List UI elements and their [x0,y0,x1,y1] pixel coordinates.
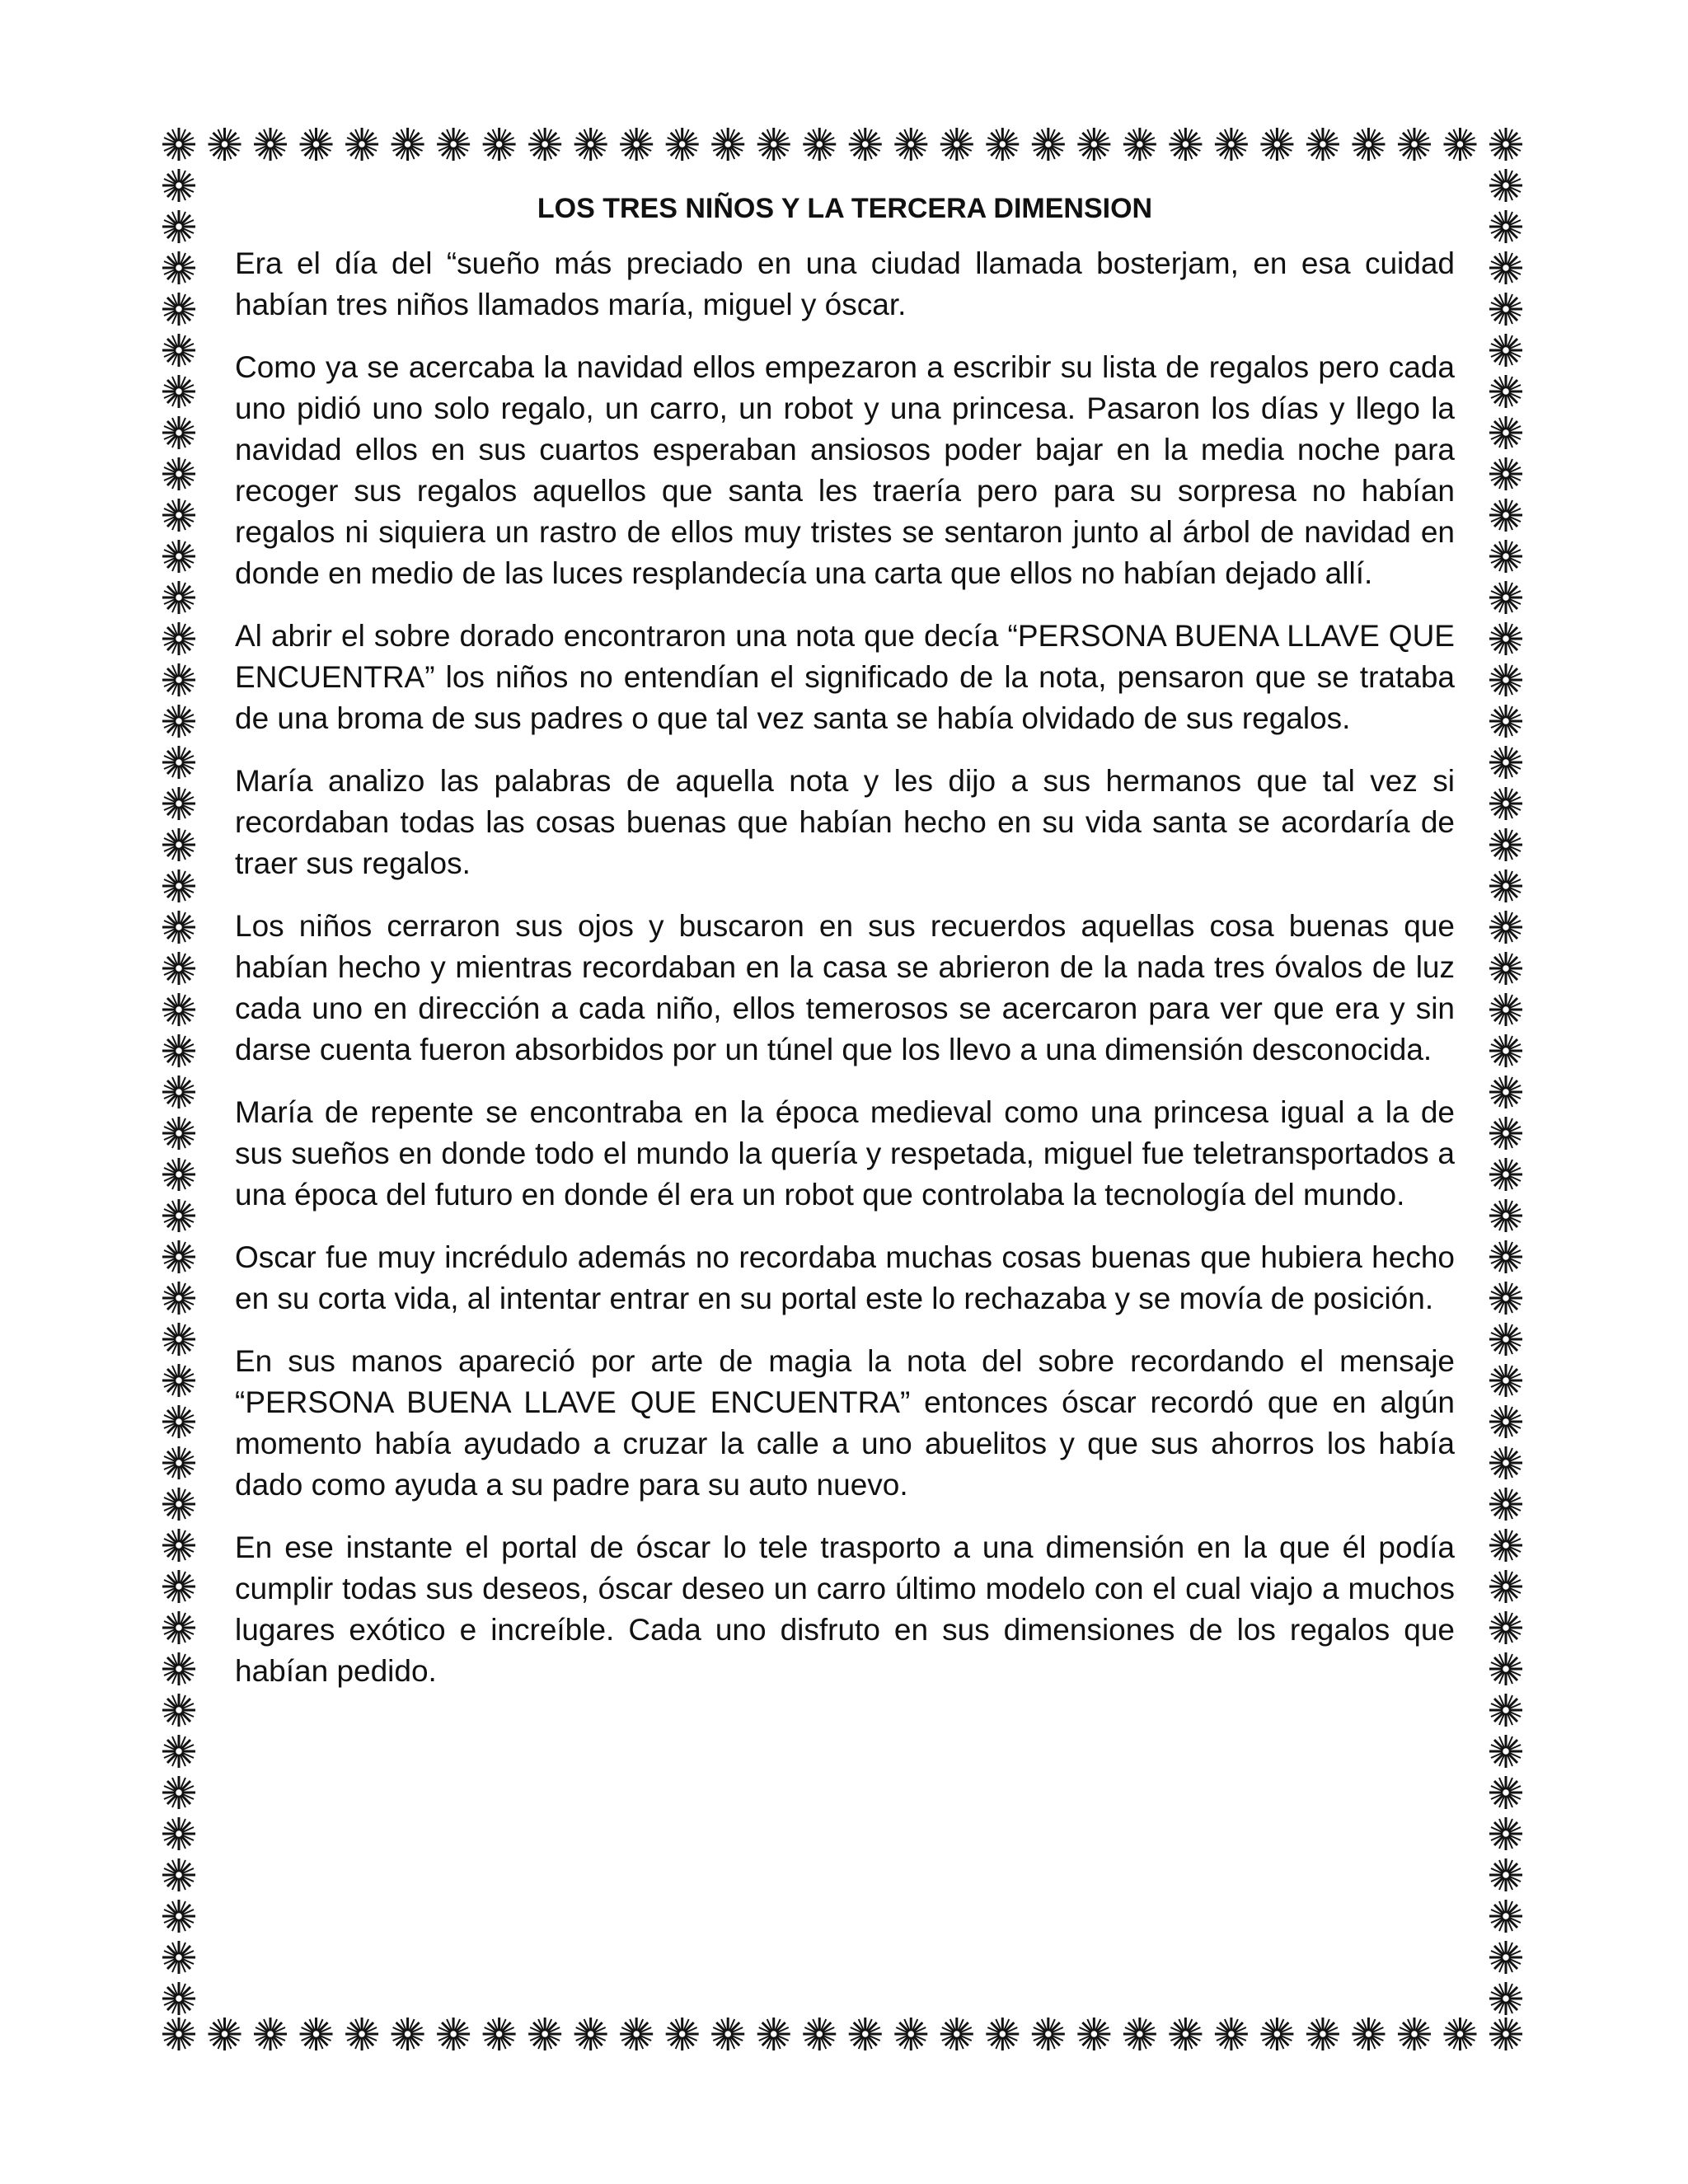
border-star-icon [528,128,561,161]
border-star-icon [1489,581,1522,614]
border-star-icon [1489,293,1522,326]
border-star-icon [1260,2018,1293,2050]
border-star-icon [1489,993,1522,1026]
border-star-icon [1489,1529,1522,1562]
border-star-icon [254,2018,287,2050]
border-star-icon [1123,2018,1156,2050]
border-star-icon [162,869,195,902]
border-star-icon [1489,1817,1522,1850]
paragraph-9: En ese instante el portal de óscar lo tele trasporto a una dimensión en la que él podía cumplir todas sus deseos, óscar deseo un carro último modelo con el cual viajo a muchos lugares exótico e increíble. Cada uno disfruto en sus dimensiones de los regalos que habían pedido. [235,1530,1455,1688]
border-star-icon [1489,1652,1522,1685]
border-star-icon [162,457,195,490]
border-star-icon [162,2018,195,2050]
border-star-icon [1306,2018,1339,2050]
border-star-icon [1489,1488,1522,1521]
border-star-icon [1489,1117,1522,1150]
border-star-icon [620,2018,653,2050]
border-star-icon [162,705,195,738]
border-star-icon [1077,2018,1110,2050]
border-star-icon [940,2018,973,2050]
border-star-icon [162,663,195,696]
paragraph-5: Los niños cerraron sus ojos y buscaron en sus recuerdos aquellas cosa buenas que habían hecho y mientras recordaban en la casa se abrieron de la nada tres óvalos de luz cada uno en dirección a cada niño, ellos temerosos se acercaron para ver que era y sin darse cuenta fueron absorbidos por un túnel que los llevo a una dimensión desconocida. [235,909,1455,1066]
border-star-icon [1443,2018,1476,2050]
border-star-icon [1489,1982,1522,2015]
border-star-icon [803,128,836,161]
border-star-icon [757,2018,790,2050]
border-star-icon [162,1446,195,1479]
border-star-icon [1489,2018,1522,2050]
border-star-icon [162,251,195,284]
border-star-icon [162,416,195,449]
border-star-icon [437,128,470,161]
border-star-icon [162,334,195,367]
border-star-icon [940,128,973,161]
border-star-icon [1215,2018,1248,2050]
border-star-icon [483,128,516,161]
border-star-icon [1489,1034,1522,1067]
border-star-icon [1489,1323,1522,1356]
border-star-icon [1489,1199,1522,1232]
document-body [235,188,1455,1713]
border-star-icon [162,1817,195,1850]
border-star-icon [162,540,195,573]
border-star-icon [1489,1858,1522,1891]
paragraph-2: Como ya se acercaba la navidad ellos empezaron a escribir su lista de regalos pero cada uno pidió uno solo regalo, un carro, un robot y una princesa. Pasaron los días y llego la navidad ellos en sus cuartos esperaban ansiosos poder bajar en la media noche para recoger sus regalos aquellos que santa les traería pero para su sorpresa no habían regalos ni siquiera un rastro de ellos muy tristes se sentaron junto al árbol de navidad en donde en medio de las luces resplandecía una carta que ellos no habían dejado allí. [235,350,1455,590]
border-star-icon [162,1900,195,1933]
border-star-icon [162,1240,195,1273]
border-star-icon [162,787,195,820]
border-star-icon [162,1611,195,1644]
border-star-icon [1352,2018,1385,2050]
border-star-icon [392,2018,424,2050]
border-star-icon [1489,663,1522,696]
border-star-icon [162,1323,195,1356]
border-star-icon [1443,128,1476,161]
border-star-icon [392,128,424,161]
border-star-icon [894,2018,927,2050]
border-star-icon [1489,911,1522,944]
border-star-icon [1489,499,1522,532]
border-star-icon [1489,1364,1522,1397]
border-star-icon [1398,128,1431,161]
border-star-icon [162,1529,195,1562]
border-star-icon [162,1652,195,1685]
border-star-icon [1489,1694,1522,1727]
border-star-icon [711,128,744,161]
border-star-icon [162,210,195,243]
border-star-icon [1489,1941,1522,1974]
border-star-icon [437,2018,470,2050]
paragraph-3: Al abrir el sobre dorado encontraron una nota que decía “PERSONA BUENA LLAVE QUE ENCUENTRA” los niños no entendían el significado de la nota, pensaron que se trataba de una broma de sus padres o que tal vez santa se había olvidado de sus regalos. [235,619,1455,735]
border-star-icon [254,128,287,161]
border-star-icon [986,2018,1019,2050]
border-star-icon [162,1488,195,1521]
border-star-icon [986,128,1019,161]
border-star-icon [162,128,195,161]
paragraph-8: En sus manos apareció por arte de magia la nota del sobre recordando el mensaje “PERSONA BUENA LLAVE QUE ENCUENTRA” entonces óscar recordó que en algún momento había ayudado a cruzar la calle a uno abuelitos y que sus ahorros los había dado como ayuda a su padre para su auto nuevo. [235,1344,1455,1502]
border-star-icon [162,911,195,944]
border-star-icon [620,128,653,161]
paragraph-1: Era el día del “sueño más preciado en una ciudad llamada bosterjam, en esa cuidad habían tres niños llamados maría, miguel y óscar. [235,246,1455,321]
border-star-icon [162,1694,195,1727]
border-star-icon [1032,2018,1065,2050]
border-star-icon [894,128,927,161]
border-star-icon [162,1858,195,1891]
border-star-icon [666,2018,699,2050]
border-star-icon [1489,251,1522,284]
border-star-icon [1398,2018,1431,2050]
border-star-icon [1489,540,1522,573]
border-star-icon [1489,416,1522,449]
border-star-icon [1489,1446,1522,1479]
border-star-icon [1489,1735,1522,1768]
border-star-icon [1489,787,1522,820]
border-star-icon [1489,869,1522,902]
border-star-icon [345,128,378,161]
border-star-icon [1260,128,1293,161]
border-star-icon [162,1405,195,1438]
border-star-icon [162,828,195,861]
border-star-icon [162,1076,195,1108]
border-star-icon [162,169,195,202]
border-star-icon [666,128,699,161]
border-star-icon [162,1158,195,1191]
border-star-icon [162,499,195,532]
border-star-icon [1489,746,1522,779]
border-star-icon [803,2018,836,2050]
border-star-icon [1489,1570,1522,1603]
border-star-icon [162,1982,195,2015]
border-star-icon [574,128,607,161]
border-star-icon [1077,128,1110,161]
border-star-icon [1215,128,1248,161]
border-star-icon [345,2018,378,2050]
document-title: LOS TRES NIÑOS Y LA TERCERA DIMENSION [537,193,1153,224]
border-star-icon [1489,1282,1522,1315]
border-star-icon [1489,334,1522,367]
border-star-icon [162,1034,195,1067]
border-star-icon [162,1776,195,1809]
border-star-icon [162,1199,195,1232]
border-star-icon [1489,1240,1522,1273]
border-star-icon [574,2018,607,2050]
border-star-icon [162,746,195,779]
border-star-icon [1489,622,1522,655]
border-star-icon [849,2018,882,2050]
border-star-icon [1489,1405,1522,1438]
border-star-icon [162,375,195,408]
border-star-icon [1489,1776,1522,1809]
border-star-icon [483,2018,516,2050]
border-star-icon [1306,128,1339,161]
border-star-icon [528,2018,561,2050]
border-star-icon [1489,1611,1522,1644]
border-star-icon [162,1570,195,1603]
border-star-icon [1489,828,1522,861]
paragraph-4: María analizo las palabras de aquella nota y les dijo a sus hermanos que tal vez si recordaban todas las cosas buenas que habían hecho en su vida santa se acordaría de traer sus regalos. [235,764,1455,880]
border-star-icon [209,2018,241,2050]
border-star-icon [162,1364,195,1397]
border-star-icon [1489,1900,1522,1933]
border-star-icon [1489,169,1522,202]
border-star-icon [1489,1158,1522,1191]
border-star-icon [1352,128,1385,161]
paragraph-6: María de repente se encontraba en la época medieval como una princesa igual a la de sus sueños en donde todo el mundo la quería y respetada, miguel fue teletransportados a una época del futuro en donde él era un robot que controlaba la tecnología del mundo. [235,1095,1455,1212]
border-star-icon [849,128,882,161]
border-star-icon [300,128,333,161]
border-star-icon [300,2018,333,2050]
border-star-icon [1032,128,1065,161]
border-star-icon [162,1941,195,1974]
border-star-icon [162,1282,195,1315]
border-star-icon [1489,705,1522,738]
border-star-icon [1489,128,1522,161]
border-star-icon [711,2018,744,2050]
border-star-icon [162,293,195,326]
border-star-icon [1489,952,1522,985]
border-star-icon [1489,210,1522,243]
border-star-icon [209,128,241,161]
border-star-icon [162,622,195,655]
border-star-icon [1489,457,1522,490]
paragraph-7: Oscar fue muy incrédulo además no recordaba muchas cosas buenas que hubiera hecho en su corta vida, al intentar entrar en su portal este lo rechazaba y se movía de posición. [235,1240,1455,1315]
border-star-icon [162,952,195,985]
border-star-icon [1169,2018,1202,2050]
border-star-icon [757,128,790,161]
border-star-icon [162,1117,195,1150]
border-star-icon [162,993,195,1026]
border-star-icon [1169,128,1202,161]
border-star-icon [1489,375,1522,408]
border-star-icon [1123,128,1156,161]
border-star-icon [162,581,195,614]
border-star-icon [162,1735,195,1768]
border-star-icon [1489,1076,1522,1108]
